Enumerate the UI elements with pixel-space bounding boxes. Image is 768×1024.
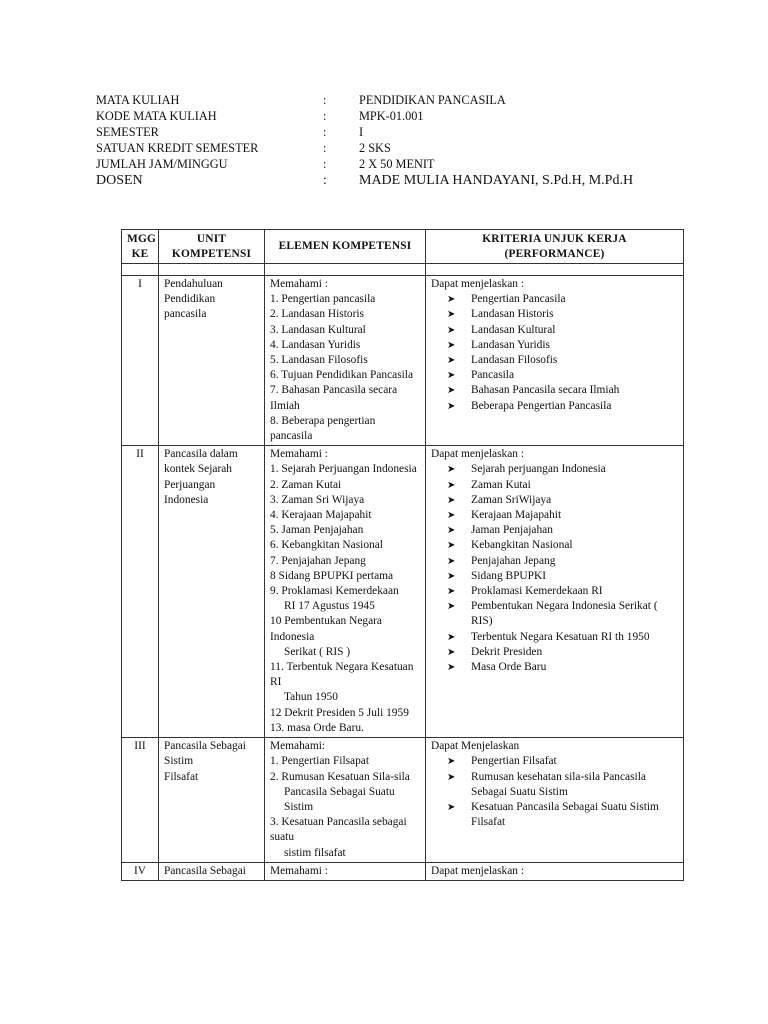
kriteria-item: [431, 754, 678, 769]
kriteria-item: [431, 630, 678, 645]
elemen-item: 3. Zaman Sri Wijaya: [270, 493, 365, 506]
elemen-item: 2. Zaman Kutai: [270, 478, 342, 491]
arrow-bullet-icon: ➤: [447, 540, 456, 552]
table-row: [122, 446, 684, 738]
unit-line: pancasila: [164, 308, 207, 321]
kriteria-text: Pengertian Pancasila: [471, 293, 566, 306]
header-label: DOSEN: [96, 173, 143, 188]
elemen-item: 6. Tujuan Pendidikan Pancasila: [270, 369, 414, 382]
cell-elemen-kompetensi: [265, 862, 426, 880]
header-row-sks: [96, 140, 696, 156]
elemen-item: 5. Jaman Penjajahan: [270, 524, 364, 537]
arrow-bullet-icon: ➤: [447, 510, 456, 522]
header-unit: UNIT KOMPETENSI: [159, 230, 265, 264]
kriteria-text: Bahasan Pancasila secara Ilmiah: [471, 384, 620, 397]
kriteria-text: Zaman SriWijaya: [471, 493, 552, 506]
kriteria-item: [431, 292, 678, 307]
elemen-item: 2. Landasan Historis: [270, 308, 364, 321]
kriteria-item: [431, 323, 678, 338]
header-separator: :: [323, 109, 327, 123]
kriteria-text: Pengertian Filsafat: [471, 755, 557, 768]
cell-elemen-kompetensi: [265, 738, 426, 863]
header-value: 2 SKS: [359, 141, 391, 155]
elemen-item: 7. Penjajahan Jepang: [270, 554, 366, 567]
elemen-item: Pancasila Sebagai Suatu Sistim: [284, 785, 395, 813]
kriteria-item: [431, 584, 678, 599]
header-separator: :: [323, 157, 327, 171]
kriteria-item: [431, 338, 678, 353]
header-row-jam: [96, 156, 696, 172]
elemen-item: 12 Dekrit Presiden 5 Juli 1959: [270, 706, 409, 719]
arrow-bullet-icon: ➤: [447, 400, 456, 412]
elemen-item: Serikat ( RIS ): [284, 645, 351, 658]
kriteria-text: Terbentuk Negara Kesatuan RI th 1950: [471, 630, 650, 643]
header-separator: :: [323, 93, 327, 107]
arrow-bullet-icon: ➤: [447, 355, 456, 367]
table-row: [122, 276, 684, 446]
unit-line: Pancasila Sebagai: [164, 740, 246, 753]
kriteria-item: [431, 307, 678, 322]
elemen-item: 3. Landasan Kultural: [270, 323, 366, 336]
cell-mgg: II: [122, 446, 159, 738]
unit-line: Pancasila dalam: [164, 448, 238, 461]
kriteria-item: [431, 399, 678, 414]
cell-kriteria: [426, 738, 684, 863]
elemen-item: 1. Sejarah Perjuangan Indonesia: [270, 463, 417, 476]
header-label: MATA KULIAH: [96, 93, 180, 107]
kriteria-item: [431, 523, 678, 538]
arrow-bullet-icon: ➤: [447, 464, 456, 476]
elemen-item: 4. Kerajaan Majapahit: [270, 509, 372, 522]
elemen-item: 2. Rumusan Kesatuan Sila-sila: [270, 770, 410, 783]
elemen-item: 9. Proklamasi Kemerdekaan: [270, 585, 399, 598]
table-body: [122, 276, 684, 881]
kriteria-item: [431, 353, 678, 368]
header-row-kode: [96, 108, 696, 124]
competency-table: [121, 229, 684, 881]
unit-line: Pendidikan: [164, 293, 216, 306]
kriteria-text: Pancasila: [471, 369, 515, 382]
header-label: JUMLAH JAM/MINGGU: [96, 157, 228, 171]
elemen-item: 10 Pembentukan Negara Indonesia: [270, 615, 382, 643]
arrow-bullet-icon: ➤: [447, 771, 456, 783]
arrow-bullet-icon: ➤: [447, 309, 456, 321]
kriteria-text: Penjajahan Jepang: [471, 554, 556, 567]
kriteria-intro: Dapat menjelaskan :: [431, 448, 524, 461]
kriteria-item: [431, 569, 678, 584]
cell-kriteria: [426, 276, 684, 446]
kriteria-text: Kesatuan Pancasila Sebagai Suatu Sistim Filsafat: [471, 800, 659, 829]
header-value: PENDIDIKAN PANCASILA: [359, 93, 506, 107]
kriteria-text: Rumusan kesehatan sila-sila Pancasila Sebagai Suatu Sistim: [471, 770, 646, 798]
unit-line: Perjuangan: [164, 478, 216, 491]
header-separator: :: [323, 173, 327, 188]
arrow-bullet-icon: ➤: [447, 324, 456, 336]
elemen-item: 8. Beberapa pengertian pancasila: [270, 414, 376, 443]
kriteria-list: [431, 462, 678, 675]
header-value: I: [359, 125, 364, 139]
kriteria-text: Jaman Penjajahan: [471, 524, 553, 537]
arrow-bullet-icon: ➤: [447, 479, 456, 491]
unit-line: Pancasila Sebagai: [164, 864, 246, 877]
header-value: 2 X 50 MENIT: [359, 157, 435, 171]
elemen-item: 13. masa Orde Baru.: [270, 721, 364, 734]
arrow-bullet-icon: ➤: [447, 370, 456, 382]
cell-unit-kompetensi: [159, 738, 265, 863]
elemen-item: 5. Landasan Filosofis: [270, 354, 368, 367]
header-value: MADE MULIA HANDAYANI, S.Pd.H, M.Pd.H: [359, 173, 634, 188]
elemen-item: 4. Landasan Yuridis: [270, 338, 361, 351]
arrow-bullet-icon: ➤: [447, 646, 456, 658]
arrow-bullet-icon: ➤: [447, 339, 456, 351]
kriteria-text: Landasan Filosofis: [471, 354, 558, 367]
kriteria-item: [431, 645, 678, 660]
elemen-item: Tahun 1950: [284, 691, 338, 704]
header-row-mata-kuliah: [96, 92, 696, 108]
kriteria-text: Landasan Yuridis: [471, 338, 550, 351]
kriteria-item: [431, 462, 678, 477]
kriteria-intro: Dapat menjelaskan :: [431, 864, 524, 877]
kriteria-text: Landasan Historis: [471, 308, 554, 321]
cell-mgg: I: [122, 276, 159, 446]
kriteria-item: [431, 383, 678, 398]
header-value: MPK-01.001: [359, 109, 424, 123]
elemen-intro: Memahami :: [270, 278, 328, 290]
arrow-bullet-icon: ➤: [447, 756, 456, 768]
elemen-intro: Memahami:: [270, 740, 326, 753]
elemen-intro: Memahami :: [270, 448, 328, 461]
kriteria-intro: Dapat menjelaskan :: [431, 278, 524, 290]
header-row-semester: [96, 124, 696, 140]
cell-kriteria: [426, 446, 684, 738]
arrow-bullet-icon: ➤: [447, 662, 456, 674]
elemen-item: 6. Kebangkitan Nasional: [270, 539, 383, 552]
cell-kriteria: [426, 862, 684, 880]
kriteria-text: Pembentukan Negara Indonesia Serikat ( RIS): [471, 600, 658, 628]
unit-line: Sistim: [164, 755, 194, 768]
arrow-bullet-icon: ➤: [447, 631, 456, 643]
kriteria-item: [431, 800, 678, 830]
kriteria-item: [431, 508, 678, 523]
kriteria-intro: Dapat Menjelaskan: [431, 740, 520, 753]
arrow-bullet-icon: ➤: [447, 525, 456, 537]
kriteria-list: [431, 292, 678, 414]
kriteria-item: [431, 599, 678, 629]
cell-unit-kompetensi: [159, 446, 265, 738]
elemen-item: 3. Kesatuan Pancasila sebagai suatu: [270, 816, 407, 844]
kriteria-text: Kerajaan Majapahit: [471, 509, 562, 522]
arrow-bullet-icon: ➤: [447, 555, 456, 567]
header-row-dosen: [96, 172, 696, 190]
table-spacer-row: [122, 264, 684, 276]
kriteria-text: Landasan Kultural: [471, 323, 556, 336]
table-header-row: [122, 230, 684, 264]
unit-line: Indonesia: [164, 493, 209, 506]
kriteria-item: [431, 538, 678, 553]
kriteria-text: Sidang BPUPKI: [471, 569, 547, 582]
kriteria-text: Zaman Kutai: [471, 478, 531, 491]
kriteria-text: Masa Orde Baru: [471, 661, 547, 674]
cell-elemen-kompetensi: [265, 276, 426, 446]
elemen-item: 1. Pengertian Filsapat: [270, 755, 370, 768]
elemen-item: sistim filsafat: [284, 846, 346, 859]
unit-line: Pendahuluan: [164, 278, 223, 290]
header-kriteria: KRITERIA UNJUK KERJA (PERFORMANCE): [426, 230, 684, 264]
elemen-item: 8 Sidang BPUPKI pertama: [270, 569, 394, 582]
header-label: KODE MATA KULIAH: [96, 109, 217, 123]
kriteria-text: Proklamasi Kemerdekaan RI: [471, 585, 603, 598]
elemen-item: 1. Pengertian pancasila: [270, 293, 376, 306]
arrow-bullet-icon: ➤: [447, 601, 456, 613]
kriteria-text: Beberapa Pengertian Pancasila: [471, 399, 612, 412]
elemen-intro: Memahami :: [270, 864, 328, 877]
kriteria-item: [431, 493, 678, 508]
elemen-item: RI 17 Agustus 1945: [284, 600, 375, 613]
cell-unit-kompetensi: [159, 276, 265, 446]
arrow-bullet-icon: ➤: [447, 385, 456, 397]
arrow-bullet-icon: ➤: [447, 570, 456, 582]
cell-mgg: IV: [122, 862, 159, 880]
kriteria-item: [431, 368, 678, 383]
arrow-bullet-icon: ➤: [447, 494, 456, 506]
elemen-item: 11. Terbentuk Negara Kesatuan RI: [270, 661, 414, 689]
header-elemen: ELEMEN KOMPETENSI: [265, 230, 426, 264]
kriteria-list: [431, 754, 678, 830]
header-separator: :: [323, 141, 327, 155]
elemen-item: 7. Bahasan Pancasila secara Ilmiah: [270, 384, 398, 412]
cell-unit-kompetensi: [159, 862, 265, 880]
kriteria-text: Sejarah perjuangan Indonesia: [471, 463, 606, 476]
unit-line: Filsafat: [164, 770, 199, 783]
arrow-bullet-icon: ➤: [447, 801, 456, 813]
kriteria-text: Dekrit Presiden: [471, 645, 543, 658]
cell-elemen-kompetensi: [265, 446, 426, 738]
header-label: SATUAN KREDIT SEMESTER: [96, 141, 259, 155]
header-label: SEMESTER: [96, 125, 159, 139]
kriteria-item: [431, 660, 678, 675]
table-row: [122, 738, 684, 863]
course-info-header: [96, 92, 696, 190]
header-mgg: MGG KE: [122, 230, 159, 264]
kriteria-text: Kebangkitan Nasional: [471, 539, 573, 552]
kriteria-item: [431, 770, 678, 800]
table-row: [122, 862, 684, 880]
kriteria-item: [431, 554, 678, 569]
unit-line: kontek Sejarah: [164, 463, 233, 476]
cell-mgg: III: [122, 738, 159, 863]
arrow-bullet-icon: ➤: [447, 294, 456, 306]
header-separator: :: [323, 125, 327, 139]
arrow-bullet-icon: ➤: [447, 586, 456, 598]
kriteria-item: [431, 478, 678, 493]
